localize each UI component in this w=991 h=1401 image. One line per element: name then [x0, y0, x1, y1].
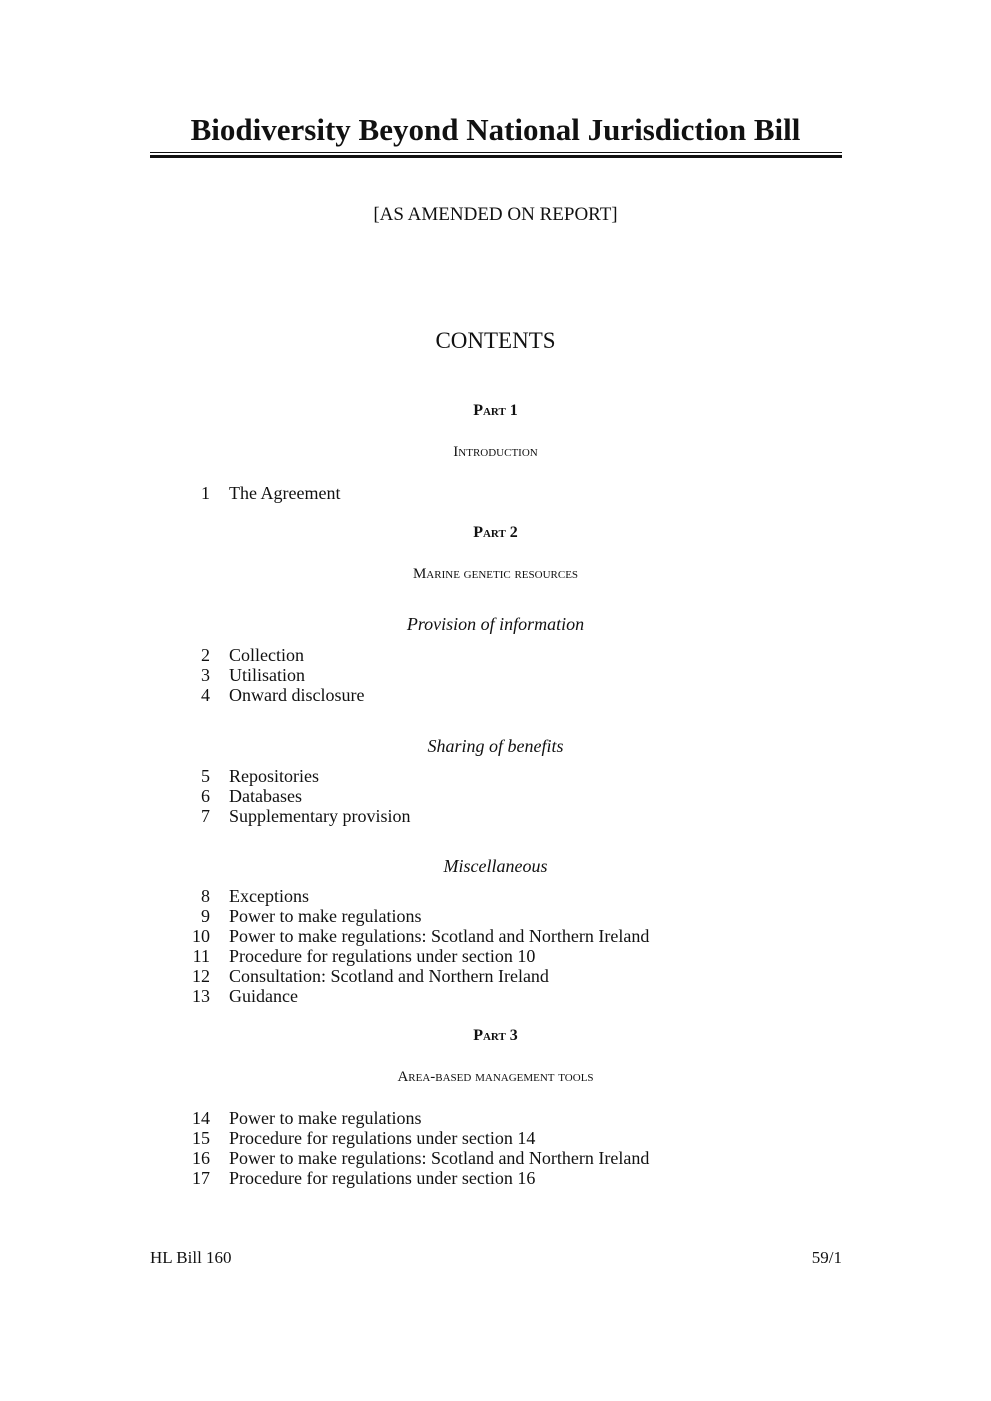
section-title: Power to make regulations	[229, 906, 422, 926]
print-reference: 59/1	[811, 1248, 842, 1267]
section-number: 5	[201, 766, 210, 786]
section-number: 17	[192, 1168, 210, 1188]
section-number: 14	[192, 1108, 210, 1128]
contents-entry[interactable]	[180, 1168, 880, 1188]
section-number: 4	[201, 685, 210, 705]
contents-list	[180, 483, 880, 503]
contents-list	[180, 766, 880, 826]
section-title: Power to make regulations	[229, 1108, 422, 1128]
section-title: The Agreement	[229, 483, 341, 503]
section-title: Procedure for regulations under section 10	[229, 946, 536, 966]
title-rule-thin	[150, 152, 842, 153]
crossheading: Miscellaneous	[443, 856, 548, 876]
contents-entry[interactable]	[180, 1108, 880, 1128]
contents-entry[interactable]	[180, 986, 880, 1006]
section-number: 2	[201, 645, 210, 665]
contents-entry[interactable]	[180, 1148, 880, 1168]
section-title: Repositories	[229, 766, 319, 786]
contents-entry[interactable]	[180, 906, 880, 926]
contents-entry[interactable]	[180, 786, 880, 806]
section-title: Utilisation	[229, 665, 305, 685]
contents-entry[interactable]	[180, 966, 880, 986]
contents-entry[interactable]	[180, 926, 880, 946]
section-number: 12	[192, 966, 210, 986]
section-number: 3	[201, 665, 210, 685]
part-2-label: Part 2	[473, 524, 518, 541]
section-title: Power to make regulations: Scotland and Northern Ireland	[229, 926, 650, 946]
contents-entry[interactable]	[180, 886, 880, 906]
contents-entry[interactable]	[180, 1128, 880, 1148]
section-number: 11	[192, 946, 210, 966]
title-rule-thick	[150, 155, 842, 158]
section-title: Procedure for regulations under section 14	[229, 1128, 536, 1148]
contents-list	[180, 886, 880, 1006]
part-3-title: Area-based management tools	[397, 1069, 594, 1085]
part-1-title: Introduction	[453, 444, 538, 460]
section-title: Consultation: Scotland and Northern Ireland	[229, 966, 549, 986]
section-number: 1	[201, 483, 210, 503]
part-1-label: Part 1	[473, 402, 518, 419]
amendment-status: [AS AMENDED ON REPORT]	[373, 204, 618, 225]
section-number: 8	[201, 886, 210, 906]
section-title: Exceptions	[229, 886, 309, 906]
contents-entry[interactable]	[180, 946, 880, 966]
part-2-title: Marine genetic resources	[412, 566, 579, 582]
contents-list	[180, 1108, 880, 1188]
contents-entry[interactable]	[180, 766, 880, 786]
section-number: 9	[201, 906, 210, 926]
contents-entry[interactable]	[180, 806, 880, 826]
section-title: Supplementary provision	[229, 806, 411, 826]
section-title: Procedure for regulations under section 16	[229, 1168, 536, 1188]
contents-list	[180, 645, 880, 705]
crossheading: Provision of information	[406, 614, 585, 634]
section-number: 6	[201, 786, 210, 806]
section-title: Collection	[229, 645, 304, 665]
section-number: 10	[192, 926, 210, 946]
section-title: Guidance	[229, 986, 298, 1006]
section-number: 13	[192, 986, 210, 1006]
contents-entry[interactable]	[180, 483, 880, 503]
section-number: 15	[192, 1128, 210, 1148]
section-number: 16	[192, 1148, 210, 1168]
section-number: 7	[201, 806, 210, 826]
section-title: Databases	[229, 786, 302, 806]
part-3-label: Part 3	[473, 1027, 518, 1044]
contents-entry[interactable]	[180, 685, 880, 705]
section-title: Power to make regulations: Scotland and Northern Ireland	[229, 1148, 650, 1168]
bill-number: HL Bill 160	[150, 1248, 232, 1267]
section-title: Onward disclosure	[229, 685, 365, 705]
contents-entry[interactable]	[180, 665, 880, 685]
contents-entry[interactable]	[180, 645, 880, 665]
bill-title: Biodiversity Beyond National Jurisdiction Bill	[190, 112, 801, 147]
contents-heading: CONTENTS	[435, 328, 556, 353]
crossheading: Sharing of benefits	[427, 736, 564, 756]
